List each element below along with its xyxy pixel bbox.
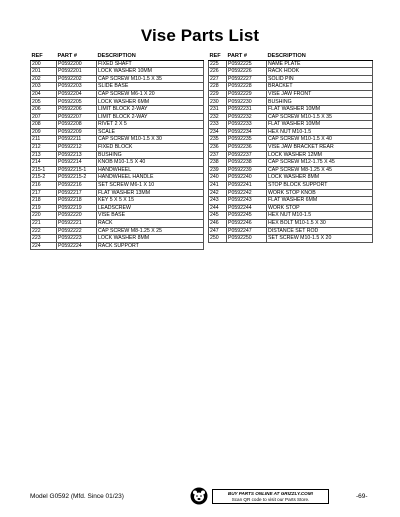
part-number-cell: P0592237 [227,151,267,159]
table-row [31,212,204,220]
part-number-cell: P0592215-2 [57,174,97,182]
part-number-cell: P0592216 [57,182,97,190]
ref-cell: 242 [209,189,227,197]
parts-store-banner[interactable] [212,489,329,504]
part-number-cell: P0592202 [57,75,97,83]
description-cell: VISE BASE [97,212,204,220]
description-cell: SOLID PIN [267,75,373,83]
description-cell: CAP SCREW M10-1.5 X 35 [267,113,373,121]
part-number-cell: P0592217 [57,189,97,197]
description-cell: VISE JAW BRACKET REAR [267,144,373,152]
description-cell: RACK SUPPORT [97,242,204,250]
table-row [209,98,373,106]
part-number-cell: P0592223 [57,235,97,243]
ref-cell: 241 [209,182,227,190]
part-number-cell: P0592243 [227,197,267,205]
part-number-cell: P0592232 [227,113,267,121]
parts-table-left [30,52,204,250]
table-row [209,83,373,91]
scan-qr-line: Scan QR code to visit our Parts Store. [231,497,310,503]
table-row [209,68,373,76]
table-row [31,60,204,68]
table-row [209,166,373,174]
table-row [31,83,204,91]
ref-cell: 215-1 [31,166,57,174]
ref-cell: 205 [31,98,57,106]
ref-cell: 204 [31,90,57,98]
part-number-cell: P0592245 [227,212,267,220]
ref-cell: 234 [209,128,227,136]
ref-cell: 231 [209,106,227,114]
table-row [209,182,373,190]
ref-cell: 232 [209,113,227,121]
description-cell: RIVET 2 X 5 [97,121,204,129]
table-row [209,75,373,83]
part-number-cell: P0592212 [57,144,97,152]
table-row [209,106,373,114]
table-row [31,98,204,106]
ref-cell: 220 [31,212,57,220]
table-row [209,227,373,235]
table-row [31,227,204,235]
part-number-cell: P0592222 [57,227,97,235]
description-cell: LOCK WASHER 12MM [267,151,373,159]
parts-table-left-body [31,60,204,250]
description-header: DESCRIPTION [97,52,204,60]
ref-cell: 206 [31,106,57,114]
ref-cell: 207 [31,113,57,121]
description-cell: FIXED BLOCK [97,144,204,152]
part-number-cell: P0592208 [57,121,97,129]
table-row [209,144,373,152]
table-row [31,121,204,129]
description-cell: DISTANCE SET ROD [267,227,373,235]
ref-cell: 245 [209,212,227,220]
table-row [31,68,204,76]
ref-cell: 211 [31,136,57,144]
table-row [31,90,204,98]
table-row [209,159,373,167]
description-cell: KEY 5 X 5 X 15 [97,197,204,205]
part-number-cell: P0592241 [227,182,267,190]
ref-cell: 218 [31,197,57,205]
ref-cell: 230 [209,98,227,106]
ref-cell: 244 [209,204,227,212]
table-row [31,204,204,212]
table-row [209,121,373,129]
ref-cell: 229 [209,90,227,98]
part-number-cell: P0592215-1 [57,166,97,174]
description-cell: LOCK WASHER 8MM [267,174,373,182]
ref-header: REF [209,52,227,60]
part-number-cell: P0592238 [227,159,267,167]
ref-cell: 203 [31,83,57,91]
ref-cell: 219 [31,204,57,212]
description-header: DESCRIPTION [267,52,373,60]
ref-cell: 236 [209,144,227,152]
part-number-cell: P0592209 [57,128,97,136]
table-row [31,136,204,144]
part-number-cell: P0592230 [227,98,267,106]
description-cell: CAP SCREW M10-1.5 X 30 [97,136,204,144]
part-number-cell: P0592233 [227,121,267,129]
description-cell: BRACKET [267,83,373,91]
grizzly-bear-logo-icon [190,487,208,505]
description-cell: FLAT WASHER 10MM [267,106,373,114]
table-row [31,182,204,190]
part-number-cell: P0592213 [57,151,97,159]
table-row [209,197,373,205]
table-row [31,189,204,197]
ref-cell: 221 [31,219,57,227]
part-number-cell: P0592227 [227,75,267,83]
part-number-cell: P0592219 [57,204,97,212]
table-row [31,166,204,174]
table-header-row [209,52,373,60]
part-number-cell: P0592239 [227,166,267,174]
ref-cell: 228 [209,83,227,91]
ref-cell: 217 [31,189,57,197]
table-row [209,128,373,136]
description-cell: VISE JAW FRONT [267,90,373,98]
page-title: Vise Parts List [140,26,260,45]
ref-cell: 235 [209,136,227,144]
part-number-cell: P0592205 [57,98,97,106]
description-cell: LIMIT BLOCK 2-WAY [97,113,204,121]
description-cell: LOCK WASHER 8MM [97,235,204,243]
page-number: -69- [356,493,368,500]
part-number-cell: P0592235 [227,136,267,144]
part-number-cell: P0592225 [227,60,267,68]
description-cell: HEX BOLT M10-1.5 X 30 [267,219,373,227]
part-number-cell: P0592229 [227,90,267,98]
parts-table-right-body [209,60,373,242]
ref-cell: 222 [31,227,57,235]
part-number-cell: P0592203 [57,83,97,91]
ref-cell: 212 [31,144,57,152]
table-row [31,235,204,243]
part-number-cell: P0592224 [57,242,97,250]
table-row [31,75,204,83]
ref-cell: 247 [209,227,227,235]
table-row [31,106,204,114]
ref-cell: 208 [31,121,57,129]
table-row [209,204,373,212]
description-cell: FLAT WASHER 13MM [97,189,204,197]
part-number-cell: P0592247 [227,227,267,235]
description-cell: KNOB M10-1.5 X 40 [97,159,204,167]
part-number-cell: P0592236 [227,144,267,152]
part-header: PART # [57,52,97,60]
description-cell: SET SCREW M6-1 X 10 [97,182,204,190]
table-row [31,219,204,227]
ref-header: REF [31,52,57,60]
ref-cell: 243 [209,197,227,205]
part-number-cell: P0592240 [227,174,267,182]
part-number-cell: P0592220 [57,212,97,220]
description-cell: SLIDE BASE [97,83,204,91]
table-row [31,113,204,121]
description-cell: WORK STOP [267,204,373,212]
table-row [209,113,373,121]
table-row [209,60,373,68]
description-cell: CAP SCREW M8-1.25 X 45 [267,166,373,174]
table-row [209,174,373,182]
ref-cell: 227 [209,75,227,83]
part-number-cell: P0592244 [227,204,267,212]
ref-cell: 223 [31,235,57,243]
description-cell: LOCK WASHER 6MM [97,98,204,106]
table-row [209,219,373,227]
description-cell: CAP SCREW M10-1.5 X 35 [97,75,204,83]
description-cell: FLAT WASHER 6MM [267,197,373,205]
part-number-cell: P0592206 [57,106,97,114]
description-cell: CAP SCREW M10-1.5 X 40 [267,136,373,144]
part-header: PART # [227,52,267,60]
part-number-cell: P0592211 [57,136,97,144]
ref-cell: 209 [31,128,57,136]
parts-table-right [208,52,373,243]
ref-cell: 226 [209,68,227,76]
part-number-cell: P0592207 [57,113,97,121]
description-cell: RACK [97,219,204,227]
description-cell: HEX NUT M10-1.5 [267,212,373,220]
description-cell: CAP SCREW M8-1.25 X 25 [97,227,204,235]
table-row [31,174,204,182]
description-cell: LEADSCREW [97,204,204,212]
part-number-cell: P0592201 [57,68,97,76]
ref-cell: 200 [31,60,57,68]
table-row [31,159,204,167]
description-cell: NAME PLATE [267,60,373,68]
description-cell: HANDWHEEL HANDLE [97,174,204,182]
ref-cell: 224 [31,242,57,250]
part-number-cell: P0592242 [227,189,267,197]
ref-cell: 213 [31,151,57,159]
model-footer: Model G0592 (Mfd. Since 01/23) [30,493,124,500]
part-number-cell: P0592226 [227,68,267,76]
description-cell: SET SCREW M10-1.5 X 20 [267,235,373,243]
description-cell: LIMIT BLOCK 2-WAY [97,106,204,114]
ref-cell: 215-2 [31,174,57,182]
ref-cell: 240 [209,174,227,182]
table-row [31,197,204,205]
description-cell: SCALE [97,128,204,136]
part-number-cell: P0592214 [57,159,97,167]
part-number-cell: P0592228 [227,83,267,91]
table-row [31,128,204,136]
ref-cell: 225 [209,60,227,68]
ref-cell: 237 [209,151,227,159]
description-cell: HEX NUT M10-1.5 [267,128,373,136]
table-row [31,144,204,152]
part-number-cell: P0592234 [227,128,267,136]
table-header-row [31,52,204,60]
description-cell: BUSHING [267,98,373,106]
description-cell: CAP SCREW M12-1.75 X 45 [267,159,373,167]
description-cell: BUSHING [97,151,204,159]
table-row [209,151,373,159]
part-number-cell: P0592231 [227,106,267,114]
part-number-cell: P0592218 [57,197,97,205]
part-number-cell: P0592221 [57,219,97,227]
ref-cell: 246 [209,219,227,227]
description-cell: CAP SCREW M6-1 X 20 [97,90,204,98]
ref-cell: 201 [31,68,57,76]
table-row [209,136,373,144]
buy-parts-line: BUY PARTS ONLINE AT GRIZZLY.COM! [227,491,314,496]
part-number-cell: P0592204 [57,90,97,98]
table-row [31,242,204,250]
table-row [31,151,204,159]
description-cell: FIXED SHAFT [97,60,204,68]
description-cell: HANDWHEEL [97,166,204,174]
table-row [209,235,373,243]
table-row [209,212,373,220]
ref-cell: 214 [31,159,57,167]
table-row [209,189,373,197]
description-cell: STOP BLOCK SUPPORT [267,182,373,190]
table-row [209,90,373,98]
part-number-cell: P0592250 [227,235,267,243]
description-cell: WORK STOP KNOB [267,189,373,197]
ref-cell: 239 [209,166,227,174]
ref-cell: 233 [209,121,227,129]
ref-cell: 202 [31,75,57,83]
ref-cell: 250 [209,235,227,243]
ref-cell: 238 [209,159,227,167]
description-cell: RACK HOOK [267,68,373,76]
description-cell: LOCK WASHER 10MM [97,68,204,76]
part-number-cell: P0592200 [57,60,97,68]
description-cell: FLAT WASHER 10MM [267,121,373,129]
part-number-cell: P0592246 [227,219,267,227]
ref-cell: 216 [31,182,57,190]
